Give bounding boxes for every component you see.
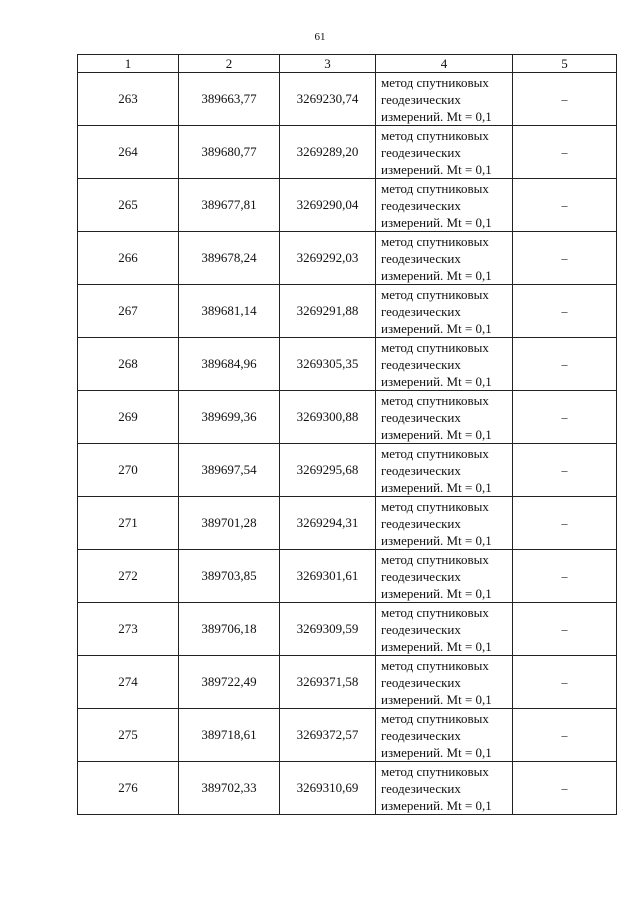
measurement-method	[376, 762, 513, 815]
method-line: измерений. Mt = 0,1	[381, 373, 492, 389]
point-number: 268	[78, 338, 179, 391]
method-line: измерений. Mt = 0,1	[381, 267, 492, 283]
measurement-method	[376, 656, 513, 709]
table-body	[78, 73, 617, 815]
method-line: измерений. Mt = 0,1	[381, 426, 492, 442]
measurement-method	[376, 391, 513, 444]
method-line: измерений. Mt = 0,1	[381, 797, 492, 813]
coordinate-y: 3269305,35	[280, 338, 376, 391]
column-header: 1	[78, 55, 179, 73]
coordinate-y: 3269291,88	[280, 285, 376, 338]
method-line: геодезических	[381, 462, 461, 478]
coordinate-x: 389702,33	[179, 762, 280, 815]
note-cell	[513, 126, 617, 179]
coordinate-x: 389706,18	[179, 603, 280, 656]
measurement-method	[376, 179, 513, 232]
table-row	[78, 73, 617, 126]
coordinate-y: 3269309,59	[280, 603, 376, 656]
method-line: метод спутниковых	[381, 445, 489, 461]
coordinate-x: 389663,77	[179, 73, 280, 126]
table-row	[78, 762, 617, 815]
header-row	[78, 55, 617, 73]
column-header: 2	[179, 55, 280, 73]
table-row	[78, 232, 617, 285]
note-dash: –	[561, 516, 568, 530]
column-header: 4	[376, 55, 513, 73]
coordinates-table	[77, 54, 617, 815]
method-line: геодезических	[381, 197, 461, 213]
coordinate-y: 3269290,04	[280, 179, 376, 232]
measurement-method	[376, 550, 513, 603]
measurement-method	[376, 497, 513, 550]
method-line: измерений. Mt = 0,1	[381, 532, 492, 548]
method-line: измерений. Mt = 0,1	[381, 691, 492, 707]
method-line: геодезических	[381, 780, 461, 796]
method-line: метод спутниковых	[381, 233, 489, 249]
note-dash: –	[561, 92, 568, 106]
coordinate-x: 389701,28	[179, 497, 280, 550]
method-line: метод спутниковых	[381, 74, 489, 90]
coordinate-y: 3269230,74	[280, 73, 376, 126]
note-cell	[513, 285, 617, 338]
method-line: метод спутниковых	[381, 286, 489, 302]
method-line: метод спутниковых	[381, 710, 489, 726]
note-cell	[513, 444, 617, 497]
table-row	[78, 550, 617, 603]
coordinate-x: 389722,49	[179, 656, 280, 709]
column-header: 5	[513, 55, 617, 73]
page-number: 61	[314, 31, 326, 43]
method-line: измерений. Mt = 0,1	[381, 585, 492, 601]
note-cell	[513, 762, 617, 815]
method-line: геодезических	[381, 727, 461, 743]
coordinate-x: 389678,24	[179, 232, 280, 285]
note-dash: –	[561, 675, 568, 689]
note-cell	[513, 391, 617, 444]
measurement-method	[376, 232, 513, 285]
method-line: измерений. Mt = 0,1	[381, 214, 492, 230]
point-number: 263	[78, 73, 179, 126]
note-cell	[513, 550, 617, 603]
table-row	[78, 656, 617, 709]
note-cell	[513, 232, 617, 285]
point-number: 272	[78, 550, 179, 603]
coordinate-y: 3269301,61	[280, 550, 376, 603]
coordinate-x: 389684,96	[179, 338, 280, 391]
measurement-method	[376, 338, 513, 391]
coordinate-y: 3269300,88	[280, 391, 376, 444]
coordinate-y: 3269295,68	[280, 444, 376, 497]
note-dash: –	[561, 198, 568, 212]
note-dash: –	[561, 251, 568, 265]
note-cell	[513, 179, 617, 232]
method-line: измерений. Mt = 0,1	[381, 638, 492, 654]
note-cell	[513, 709, 617, 762]
method-line: измерений. Mt = 0,1	[381, 108, 492, 124]
table-row	[78, 709, 617, 762]
note-dash: –	[561, 145, 568, 159]
method-line: метод спутниковых	[381, 657, 489, 673]
note-dash: –	[561, 622, 568, 636]
point-number: 267	[78, 285, 179, 338]
point-number: 274	[78, 656, 179, 709]
note-dash: –	[561, 781, 568, 795]
point-number: 275	[78, 709, 179, 762]
method-line: метод спутниковых	[381, 180, 489, 196]
note-dash: –	[561, 569, 568, 583]
method-line: геодезических	[381, 303, 461, 319]
table-row	[78, 338, 617, 391]
coordinate-x: 389697,54	[179, 444, 280, 497]
table-row	[78, 126, 617, 179]
method-line: измерений. Mt = 0,1	[381, 320, 492, 336]
measurement-method	[376, 285, 513, 338]
coordinate-y: 3269371,58	[280, 656, 376, 709]
note-cell	[513, 656, 617, 709]
point-number: 265	[78, 179, 179, 232]
note-dash: –	[561, 357, 568, 371]
method-line: геодезических	[381, 144, 461, 160]
note-cell	[513, 497, 617, 550]
point-number: 269	[78, 391, 179, 444]
point-number: 270	[78, 444, 179, 497]
method-line: метод спутниковых	[381, 763, 489, 779]
note-dash: –	[561, 728, 568, 742]
method-line: геодезических	[381, 674, 461, 690]
coordinate-x: 389718,61	[179, 709, 280, 762]
point-number: 266	[78, 232, 179, 285]
measurement-method	[376, 709, 513, 762]
coordinate-y: 3269289,20	[280, 126, 376, 179]
table-row	[78, 179, 617, 232]
point-number: 276	[78, 762, 179, 815]
note-cell	[513, 603, 617, 656]
method-line: геодезических	[381, 409, 461, 425]
measurement-method	[376, 444, 513, 497]
note-cell	[513, 73, 617, 126]
coordinate-y: 3269294,31	[280, 497, 376, 550]
column-header: 3	[280, 55, 376, 73]
point-number: 264	[78, 126, 179, 179]
table-row	[78, 497, 617, 550]
note-cell	[513, 338, 617, 391]
coordinate-x: 389677,81	[179, 179, 280, 232]
coordinate-x: 389680,77	[179, 126, 280, 179]
coordinate-x: 389681,14	[179, 285, 280, 338]
method-line: метод спутниковых	[381, 604, 489, 620]
note-dash: –	[561, 304, 568, 318]
point-number: 273	[78, 603, 179, 656]
method-line: геодезических	[381, 568, 461, 584]
note-dash: –	[561, 463, 568, 477]
method-line: метод спутниковых	[381, 392, 489, 408]
coordinate-x: 389703,85	[179, 550, 280, 603]
method-line: метод спутниковых	[381, 339, 489, 355]
method-line: измерений. Mt = 0,1	[381, 744, 492, 760]
method-line: геодезических	[381, 515, 461, 531]
note-dash: –	[561, 410, 568, 424]
method-line: геодезических	[381, 621, 461, 637]
point-number: 271	[78, 497, 179, 550]
table-row	[78, 444, 617, 497]
method-line: геодезических	[381, 91, 461, 107]
table-row	[78, 603, 617, 656]
table-row	[78, 391, 617, 444]
method-line: измерений. Mt = 0,1	[381, 479, 492, 495]
coordinate-y: 3269310,69	[280, 762, 376, 815]
coordinate-y: 3269292,03	[280, 232, 376, 285]
method-line: геодезических	[381, 356, 461, 372]
method-line: измерений. Mt = 0,1	[381, 161, 492, 177]
method-line: метод спутниковых	[381, 498, 489, 514]
method-line: геодезических	[381, 250, 461, 266]
coordinate-y: 3269372,57	[280, 709, 376, 762]
coordinate-x: 389699,36	[179, 391, 280, 444]
method-line: метод спутниковых	[381, 127, 489, 143]
measurement-method	[376, 603, 513, 656]
measurement-method	[376, 126, 513, 179]
measurement-method	[376, 73, 513, 126]
method-line: метод спутниковых	[381, 551, 489, 567]
table-row	[78, 285, 617, 338]
